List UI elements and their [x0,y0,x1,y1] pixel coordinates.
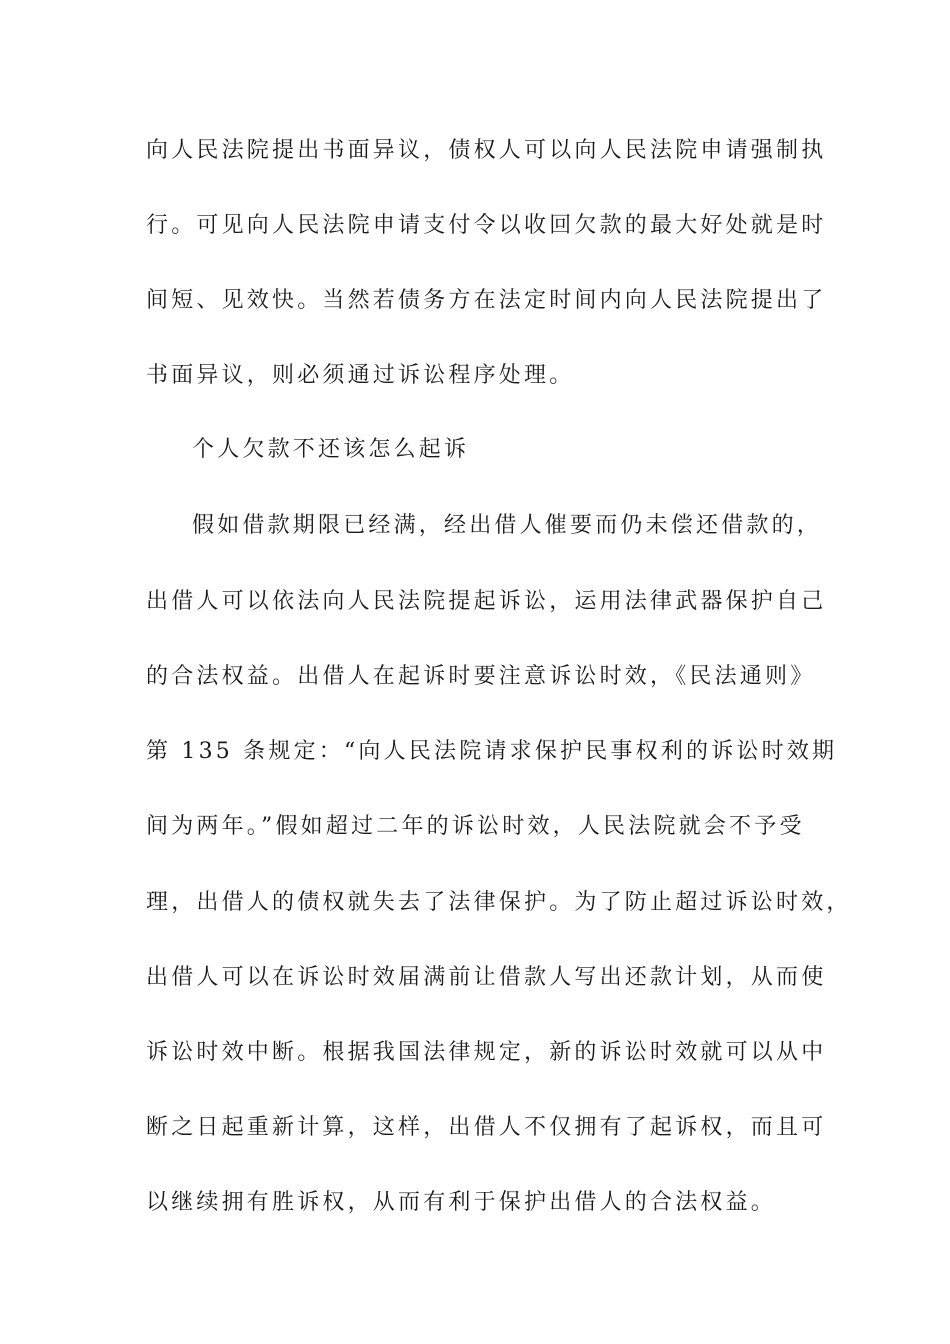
paragraph-line: 向人民法院提出书面异议，债权人可以向人民法院申请强制执 [146,138,827,163]
paragraph-line: 间为两年。”假如超过二年的诉讼时效，人民法院就会不予受 [146,814,805,839]
paragraph-line: 第 135 条规定：“向人民法院请求保护民事权利的诉讼时效期 [146,739,838,764]
paragraph-line: 行。可见向人民法院申请支付令以收回欠款的最大好处就是时 [146,213,827,238]
paragraph-line: 的合法权益。出借人在起诉时要注意诉讼时效，《民法通则》 [146,664,816,689]
paragraph-line: 书面异议，则必须通过诉讼程序处理。 [146,363,575,388]
paragraph-line: 理，出借人的债权就失去了法律保护。为了防止超过诉讼时效， [146,890,852,915]
paragraph-line: 假如借款期限已经满，经出借人催要而仍未偿还借款的， [192,513,823,538]
paragraph-line: 出借人可以依法向人民法院提起诉讼，运用法律武器保护自己 [146,589,827,614]
paragraph-line: 间短、见效快。当然若债务方在法定时间内向人民法院提出了 [146,288,827,313]
paragraph-line: 断之日起重新计算，这样，出借人不仅拥有了起诉权，而且可 [146,1115,827,1140]
paragraph-line: 诉讼时效中断。根据我国法律规定，新的诉讼时效就可以从中 [146,1040,827,1065]
paragraph-line: 出借人可以在诉讼时效届满前让借款人写出还款计划，从而使 [146,965,827,990]
section-heading: 个人欠款不还该怎么起诉 [192,437,470,462]
paragraph-line: 以继续拥有胜诉权，从而有利于保护出借人的合法权益。 [146,1190,777,1215]
